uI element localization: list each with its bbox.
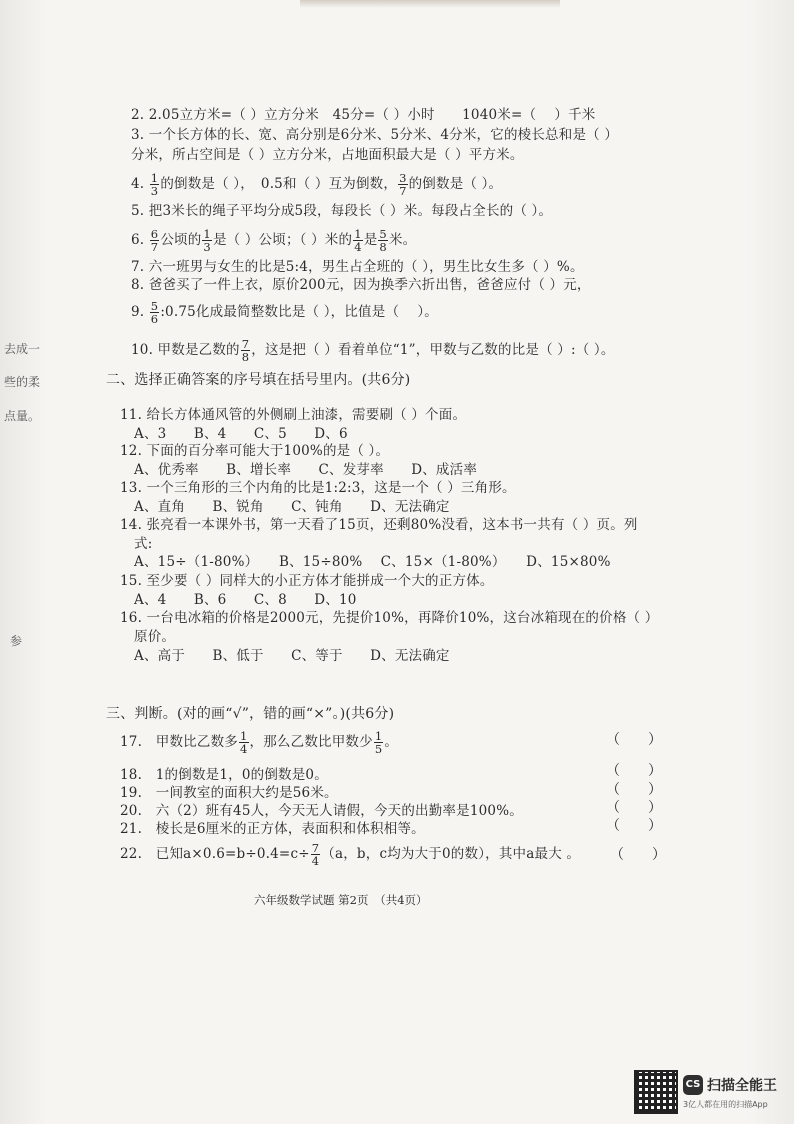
question-3-line1: 3. 一个长方体的长、宽、高分别是6分米、5分米、4分米，它的棱长总和是（ ） [131, 127, 619, 143]
fraction: $\frac{1}{4}$ [354, 227, 362, 254]
margin-note: 参 [10, 634, 23, 648]
qr-code-icon [636, 1072, 676, 1112]
question-2: 2. 2.05立方米=（ ）立方分米 45分=（ ）小时 1040米=（ ）千米 [131, 107, 596, 123]
question-6: 6. $\frac{6}{7}$ 公顷的 $\frac{1}{3}$ 是（ ）公顷；（ ）米的 $\frac{1}{4}$ 是 $\frac{5}{8}$ 米。 [131, 227, 417, 254]
fraction: $\frac{5}{6}$ [150, 299, 159, 326]
fraction: $\frac{6}{7}$ [150, 227, 159, 254]
question-14-line2: 式: [134, 536, 153, 552]
cs-logo-icon: CS [683, 1075, 703, 1095]
scan-shadow [300, 0, 560, 8]
question-16-options: A、高于 B、低于 C、等于 D、无法确定 [134, 648, 450, 664]
question-8: 8. 爸爸买了一件上衣，原价200元，因为换季六折出售，爸爸应付（ ）元， [131, 277, 591, 293]
question-20: 20. 六（2）班有45人，今天无人请假，今天的出勤率是100%。 [120, 803, 523, 819]
question-9: 9. $\frac{5}{6}$ :0.75化成最简整数比是（ ），比值是（ ）。 [131, 299, 439, 326]
question-14-line1: 14. 张亮看一本课外书，第一天看了15页，还剩80%没看，这本书一共有（ ）页。列 [120, 517, 638, 533]
section-3-heading: 三、判断。(对的画“√”，错的画“×”。)(共6分) [106, 706, 395, 722]
fraction: $\frac{3}{7}$ [399, 171, 407, 198]
margin-note: 点量。 [4, 409, 41, 423]
answer-paren-19[interactable]: （ ） [606, 782, 662, 798]
question-12: 12. 下面的百分率可能大于100%的是（ ）。 [120, 443, 390, 459]
question-11-options: A、3 B、4 C、5 D、6 [134, 426, 348, 442]
question-15: 15. 至少要（ ）同样大的小正方体才能拼成一个大的正方体。 [120, 573, 494, 589]
margin-note: 些的柔 [4, 375, 41, 389]
fraction: $\frac{1}{3}$ [203, 227, 211, 254]
fraction: $\frac{1}{3}$ [150, 171, 159, 198]
fraction: $\frac{7}{8}$ [241, 337, 250, 364]
fraction: $\frac{1}{5}$ [374, 729, 383, 756]
question-17: 17. 甲数比乙数多 $\frac{1}{4}$ ，那么乙数比甲数少 $\frac{1}{5}$ 。 [120, 729, 399, 756]
question-15-options: A、4 B、6 C、8 D、10 [134, 592, 357, 608]
question-13: 13. 一个三角形的三个内角的比是1:2:3，这是一个（ ）三角形。 [120, 480, 516, 496]
question-21: 21. 棱长是6厘米的正方体，表面积和体积相等。 [120, 821, 425, 837]
question-4: 4. $\frac{1}{3}$ 的倒数是（ ）， 0.5和（ ）互为倒数， $\frac{3}{7}$ 的倒数是（ ）。 [131, 171, 503, 198]
question-22: 22. 已知a×0.6=b÷0.4=c÷ $\frac{7}{4}$ （a，b，c均为大于0的数），其中a最大 。 [120, 841, 581, 868]
margin-note: 去成一 [4, 342, 41, 356]
fraction: $\frac{1}{4}$ [239, 729, 248, 756]
page-footer: 六年级数学试题 第2页 （共4页） [254, 893, 428, 907]
question-5: 5. 把3米长的绳子平均分成5段，每段长（ ）米。每段占全长的（ ）。 [131, 203, 553, 219]
answer-paren-17[interactable]: （ ） [606, 732, 662, 748]
scanner-subtitle: 3亿人都在用的扫描App [683, 1100, 768, 1109]
question-7: 7. 六一班男与女生的比是5:4，男生占全班的（ ），男生比女生多（ ）%。 [131, 259, 584, 275]
question-18: 18. 1的倒数是1，0的倒数是0。 [120, 767, 328, 783]
question-13-options: A、直角 B、锐角 C、钝角 D、无法确定 [134, 499, 450, 515]
answer-paren-21[interactable]: （ ） [606, 818, 662, 834]
section-2-heading: 二、选择正确答案的序号填在括号里内。(共6分) [106, 372, 411, 388]
fraction: $\frac{5}{8}$ [379, 227, 387, 254]
question-16-line1: 16. 一台电冰箱的价格是2000元，先提价10%，再降价10%，这台冰箱现在的价格（ ） [120, 610, 659, 626]
answer-paren-18[interactable]: （ ） [606, 763, 662, 779]
question-11: 11. 给长方体通风管的外侧刷上油漆，需要刷（ ）个面。 [120, 407, 467, 423]
fraction: $\frac{7}{4}$ [311, 841, 320, 868]
question-16-line2: 原价。 [134, 629, 176, 645]
question-12-options: A、优秀率 B、增长率 C、发芽率 D、成活率 [134, 462, 478, 478]
question-10: 10. 甲数是乙数的 $\frac{7}{8}$ ，这是把（ ）看着单位“1”，甲数与乙数的比是（ ）:（ ）。 [131, 337, 615, 364]
question-3-line2: 分米，所占空间是（ ）立方分米，占地面积最大是（ ）平方米。 [131, 147, 524, 163]
answer-paren-22[interactable]: （ ） [610, 847, 666, 863]
question-14-options: A、15÷（1-80%） B、15÷80% C、15×（1-80%） D、15×80% [134, 554, 611, 570]
answer-paren-20[interactable]: （ ） [606, 800, 662, 816]
scanner-brand: 扫描全能王 [707, 1078, 777, 1094]
question-19: 19. 一间教室的面积大约是56米。 [120, 785, 338, 801]
